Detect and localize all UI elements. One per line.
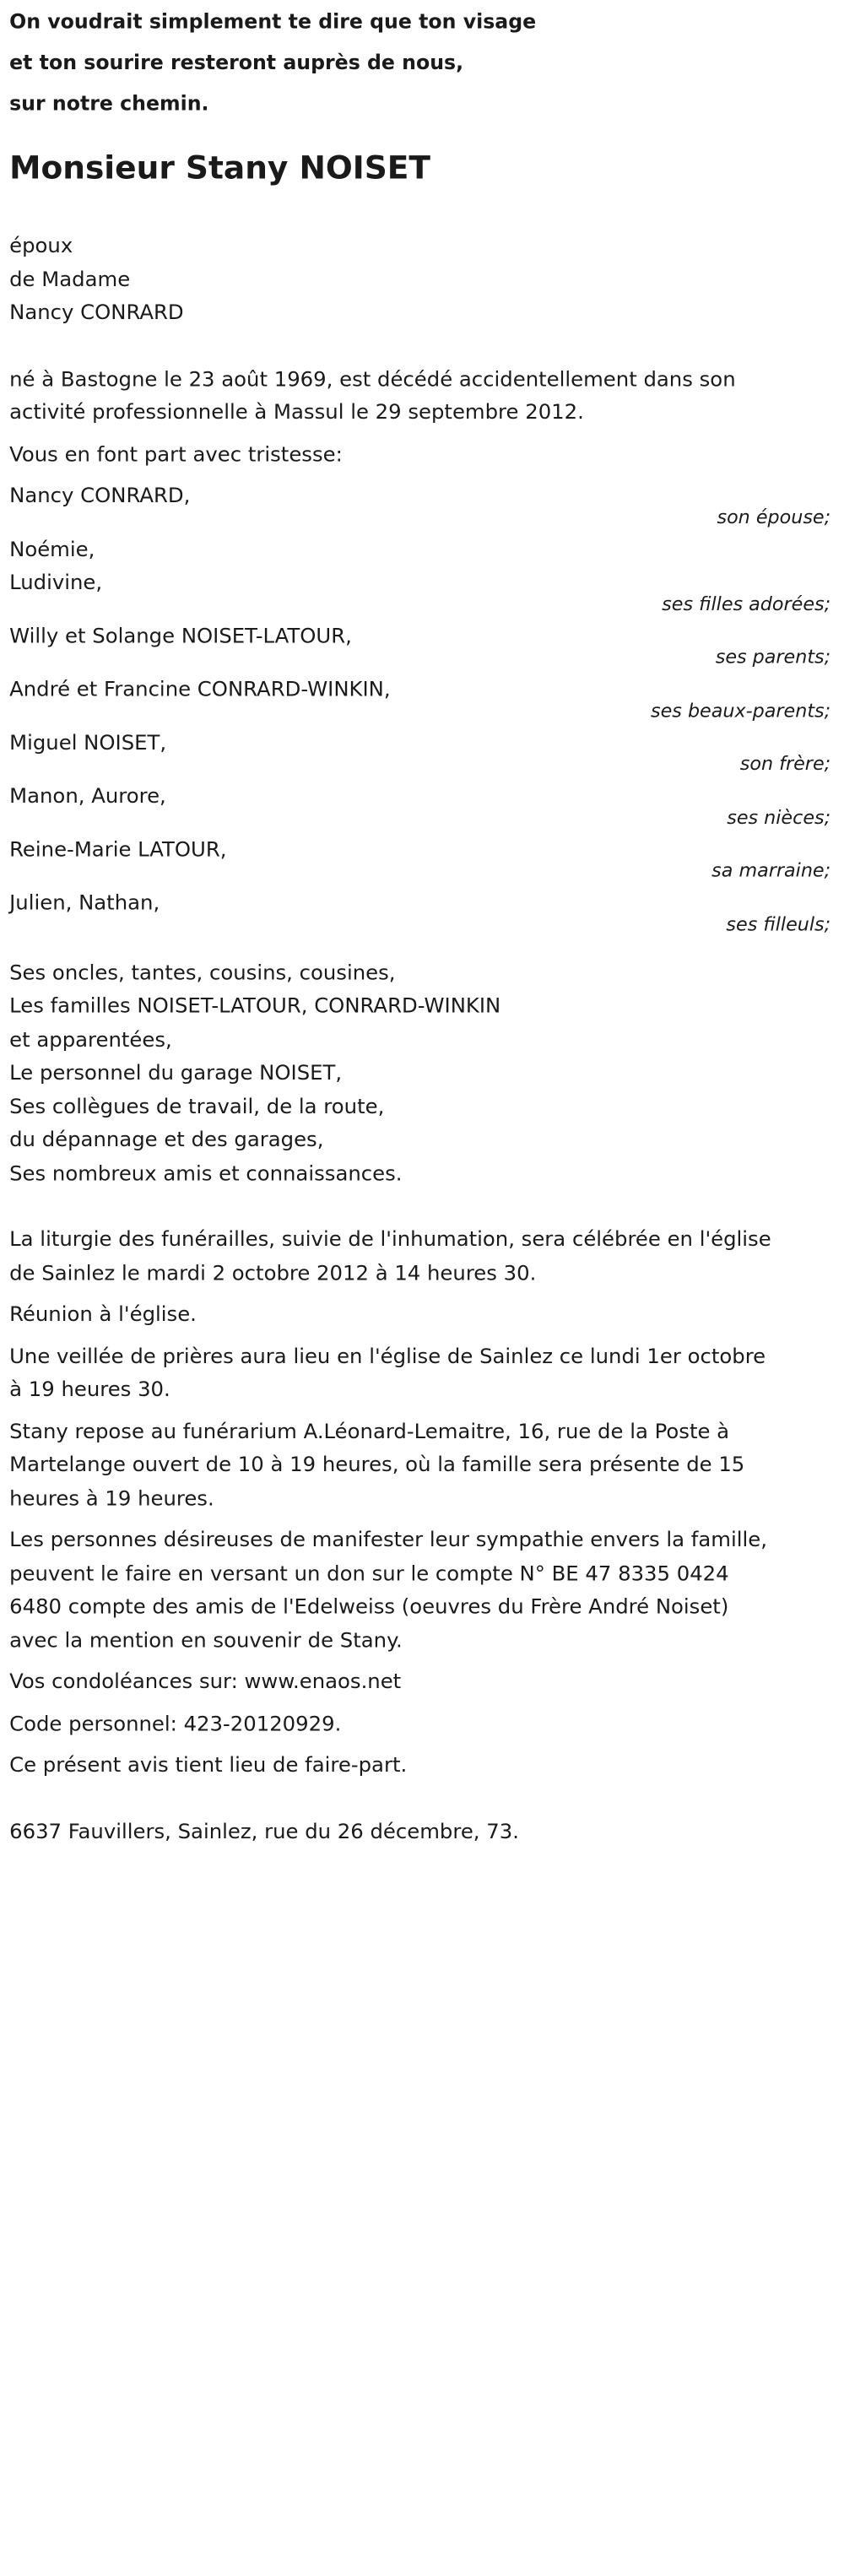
intro-quote-line: et ton sourire resteront auprès de nous, — [9, 51, 464, 75]
family-names: André et Francine CONRARD-WINKIN, — [9, 678, 391, 702]
family-relation: ses filleuls; — [726, 912, 831, 935]
family-names: Noémie, — [9, 538, 95, 562]
liturgy-paragraph — [9, 1224, 830, 1291]
family-names: Julien, Nathan, — [9, 891, 160, 916]
intro-quote-line: On voudrait simplement te dire que ton visage — [9, 10, 537, 35]
family-relation: sa marraine; — [711, 858, 831, 881]
family-relation: ses filles adorées; — [662, 592, 831, 614]
condolences-line: Vos condoléances sur: www.enaos.net — [9, 1670, 402, 1695]
family-entry — [9, 674, 830, 727]
family-relation: son épouse; — [717, 505, 831, 528]
family-names: Reine-Marie LATOUR, — [9, 838, 227, 862]
funeral-home-line: Martelange ouvert de 10 à 19 heures, où la famille sera présente de 15 — [9, 1453, 745, 1478]
family-names: Nancy CONRARD, — [9, 484, 191, 508]
family-list — [9, 480, 830, 941]
birth-death-line: activité professionnelle à Massul le 29 septembre 2012. — [9, 401, 584, 425]
other-mourners-line: Les familles NOISET-LATOUR, CONRARD-WINKIN — [9, 994, 501, 1019]
intro-quote-line: sur notre chemin. — [9, 92, 209, 116]
donation-paragraph — [9, 1524, 830, 1658]
donation-line: peuvent le faire en versant un don sur le compte N° BE 47 8335 0424 — [9, 1561, 729, 1586]
funeral-home-line: heures à 19 heures. — [9, 1486, 214, 1511]
obituary-content — [9, 0, 830, 1849]
personal-code: Code personnel: 423-20120929. — [9, 1712, 342, 1736]
vigil-line: à 19 heures 30. — [9, 1378, 170, 1403]
family-names: Ludivine, — [9, 571, 103, 595]
donation-line: 6480 compte des amis de l'Edelweiss (oeuvres du Frère André Noiset) — [9, 1595, 729, 1620]
deceased-name: Monsieur Stany NOISET — [9, 149, 431, 187]
spouse-line: de Madame — [9, 268, 131, 292]
family-names: Willy et Solange NOISET-LATOUR, — [9, 625, 352, 648]
liturgy-line: La liturgie des funérailles, suivie de l'inhumation, sera célébrée en l'église — [9, 1228, 771, 1253]
funeral-home-paragraph — [9, 1415, 830, 1516]
vigil-paragraph — [9, 1340, 830, 1407]
family-entry — [9, 620, 830, 674]
other-mourners-line: Le personnel du garage NOISET, — [9, 1061, 343, 1085]
spouse-block — [9, 230, 830, 330]
intro-quote — [9, 0, 830, 126]
family-entry — [9, 780, 830, 833]
other-mourners-line: Ses nombreux amis et connaissances. — [9, 1161, 403, 1186]
birth-death-paragraph — [9, 363, 830, 430]
other-mourners-line: Ses collègues de travail, de la route, — [9, 1095, 385, 1119]
family-relation: son frère; — [739, 751, 831, 775]
donation-line: avec la mention en souvenir de Stany. — [9, 1629, 403, 1653]
family-relation: ses nièces; — [727, 805, 831, 828]
family-names: Manon, Aurore, — [9, 784, 166, 809]
family-entry — [9, 480, 830, 533]
vigil-line: Une veillée de prières aura lieu en l'église de Sainlez ce lundi 1er octobre — [9, 1345, 766, 1369]
family-entry — [9, 727, 830, 780]
spouse-line: époux — [9, 235, 73, 258]
notice-line: Ce présent avis tient lieu de faire-part. — [9, 1754, 408, 1778]
funeral-home-line: Stany repose au funérarium A.Léonard-Lemaitre, 16, rue de la Poste à — [9, 1420, 730, 1444]
family-relation: ses parents; — [715, 645, 831, 668]
family-entry — [9, 834, 830, 887]
donation-line: Les personnes désireuses de manifester leur sympathie envers la famille, — [9, 1529, 767, 1552]
family-names: Miguel NOISET, — [9, 731, 167, 755]
other-mourners-line: Ses oncles, tantes, cousins, cousines, — [9, 961, 396, 985]
home-address: 6637 Fauvillers, Sainlez, rue du 26 décembre, 73. — [9, 1820, 519, 1844]
announcement: Vous en font part avec tristesse: — [9, 442, 343, 467]
birth-death-line: né à Bastogne le 23 août 1969, est décédé accidentellement dans son — [9, 367, 736, 392]
other-mourners-line: et apparentées, — [9, 1028, 172, 1053]
family-relation: ses beaux-parents; — [651, 698, 831, 722]
other-mourners-line: du dépannage et des garages, — [9, 1128, 324, 1152]
other-mourners — [9, 957, 830, 1191]
liturgy-line: de Sainlez le mardi 2 octobre 2012 à 14 heures 30. — [9, 1261, 537, 1285]
family-entry — [9, 533, 830, 620]
family-entry — [9, 887, 830, 940]
spouse-line: Nancy CONRARD — [9, 301, 184, 326]
meeting-note: Réunion à l'église. — [9, 1303, 197, 1328]
